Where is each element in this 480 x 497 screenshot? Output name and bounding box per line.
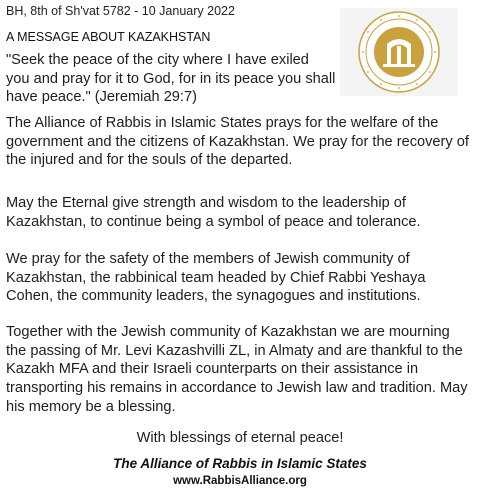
- website-link[interactable]: www.RabbisAlliance.org: [173, 475, 307, 487]
- paragraph-prayer-welfare: The Alliance of Rabbis in Islamic States prays for the welfare of the government and the citizens of Kazakhstan. We pray for the recovery of the injured and for the souls of the departed.: [6, 115, 469, 169]
- paragraph-leadership: May the Eternal give strength and wisdom to the leadership of Kazakhstan, to continue being a symbol of peace and tolerance.: [6, 195, 421, 230]
- alliance-seal-logo: [340, 8, 458, 96]
- scripture-quote: "Seek the peace of the city where I have exiled you and pray for it to God, for in its peace you shall have peace." (Jeremiah 29:7): [6, 52, 336, 106]
- signature: The Alliance of Rabbis in Islamic States: [113, 456, 367, 471]
- paragraph-mourning: Together with the Jewish community of Kazakhstan we are mourning the passing of Mr. Levi Kazashvilli ZL, in Almaty and are thankful to the Kazakh MFA and their Israeli counterparts on their assistance in transporting his remains in accordance to Jewish law and tradition. May his memory be a blessing.: [6, 324, 468, 415]
- page-title: A MESSAGE ABOUT KAZAKHSTAN: [6, 30, 211, 44]
- date-line: BH, 8th of Sh'vat 5782 - 10 January 2022: [6, 4, 235, 18]
- seal-icon: [340, 8, 458, 96]
- paragraph-community-safety: We pray for the safety of the members of Jewish community of Kazakhstan, the rabbinical team headed by Chief Rabbi Yeshaya Cohen, the community leaders, the synagogues and institutions.: [6, 251, 426, 305]
- closing-line: With blessings of eternal peace!: [136, 430, 344, 446]
